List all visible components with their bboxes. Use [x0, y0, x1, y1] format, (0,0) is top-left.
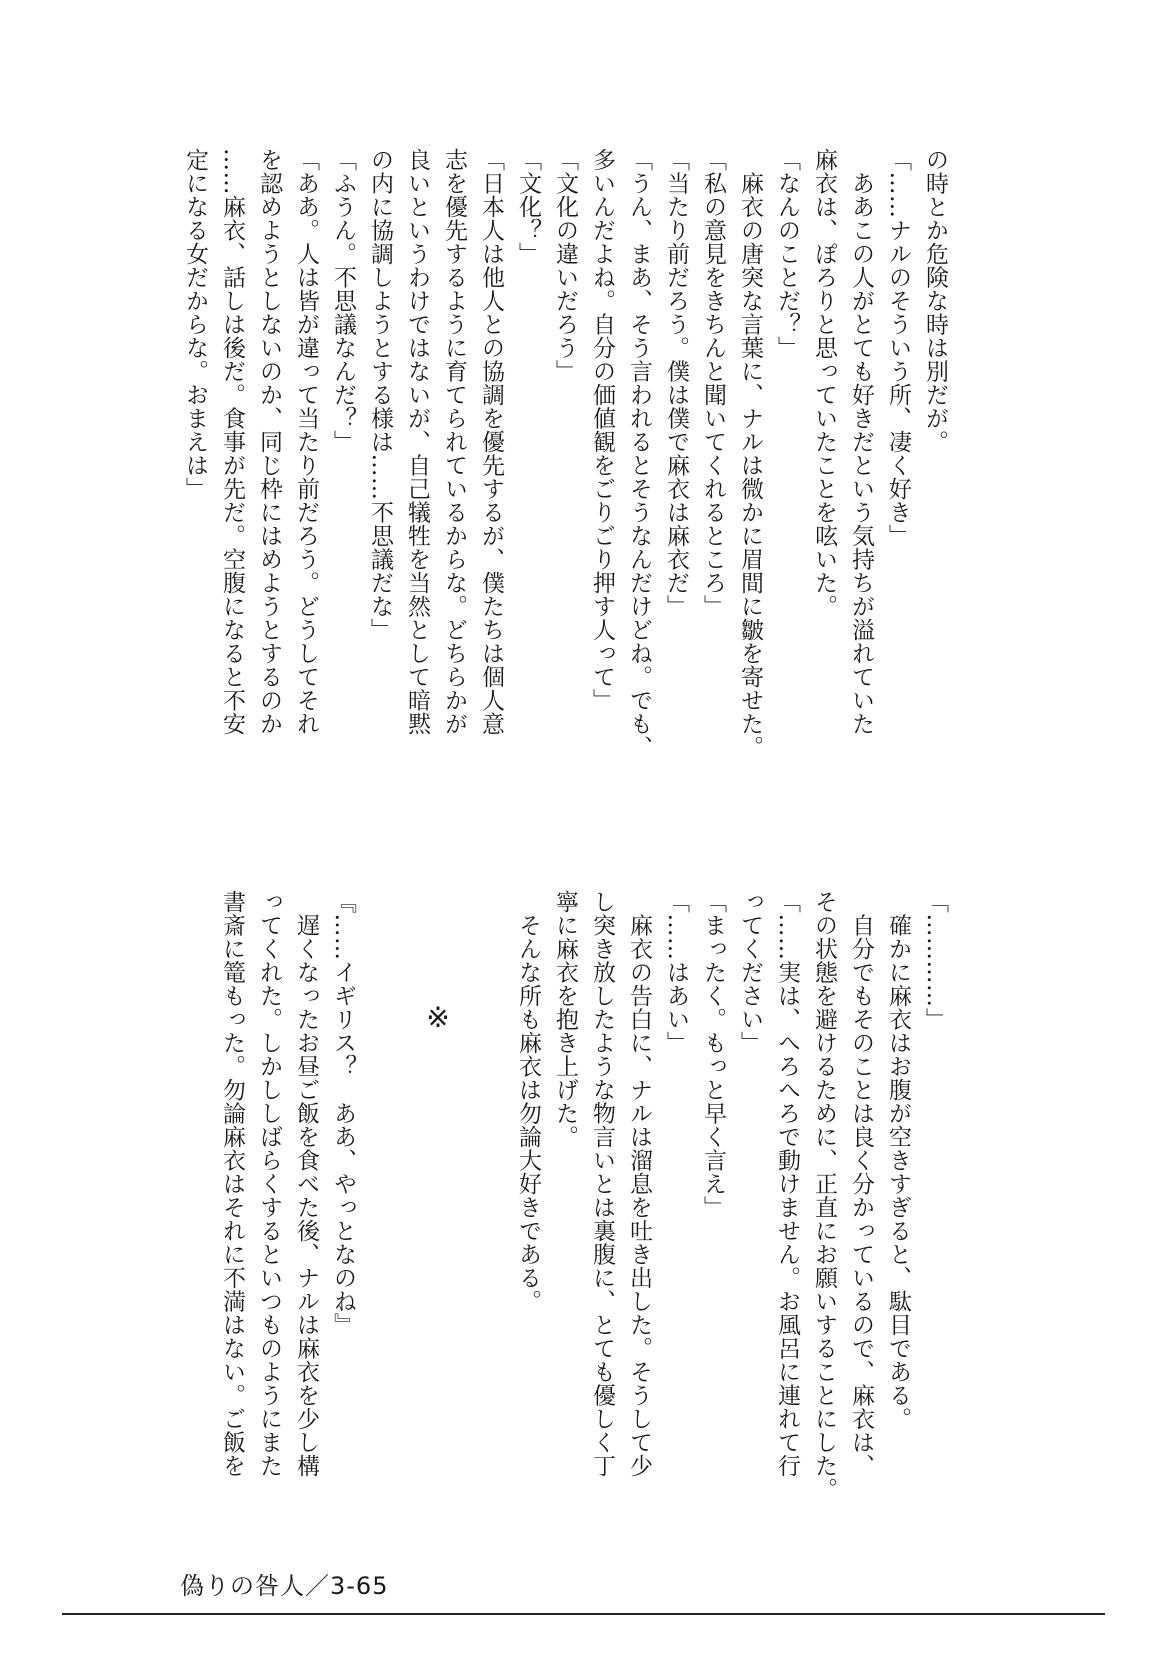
- text-column: 「なんのことだ？」: [774, 148, 800, 360]
- text-column: その状態を避けるために、正直にお願いすることにした。: [811, 890, 837, 1501]
- text-column: 「……はあい」: [663, 890, 689, 1055]
- text-column: 「……ナルのそういう所、凄く好き」: [885, 148, 911, 548]
- text-column: 麻衣は、ぽろりと思っていたことを呟いた。: [811, 148, 837, 618]
- text-column: 定になる女だからな。おまえは」: [182, 148, 208, 501]
- blank-column: [398, 890, 435, 1530]
- text-column: 「ああ。人は皆が違って当たり前だろう。どうしてそれ: [293, 148, 319, 736]
- footer-divider: [62, 1613, 1105, 1615]
- text-column: 「文化の違いだろう」: [552, 148, 578, 383]
- text-column: ……麻衣、話しは後だ。食事が先だ。空腹になると不安: [219, 148, 245, 736]
- text-column: し突き放したような物言いとは裏腹に、とても優しく丁: [589, 890, 615, 1478]
- text-column: ああこの人がとても好きだという気持ちが溢れていた: [848, 148, 874, 736]
- text-column: 「文化？」: [515, 148, 541, 266]
- blank-column: [435, 890, 472, 1530]
- top-text-section: [176, 148, 953, 788]
- text-column: 多いんだよね。自分の価値観をごりごり押す人って」: [589, 148, 615, 712]
- text-column: 確かに麻衣はお腹が空きすぎると、駄目である。: [885, 890, 911, 1431]
- blank-column: [361, 890, 398, 1530]
- text-column: 「私の意見をきちんと聞いてくれるところ」: [700, 148, 726, 618]
- text-column: 麻衣の告白に、ナルは溜息を吐き出した。そうして少: [626, 890, 652, 1478]
- blank-column: [472, 890, 509, 1530]
- text-column: 書斎に篭もった。勿論麻衣はそれに不満はない。ご飯を: [219, 890, 245, 1478]
- text-column: 「…………」: [922, 890, 948, 1031]
- text-column: 良いというわけではないが、自己犠牲を当然として暗黙: [404, 148, 430, 736]
- text-column: 「当たり前だろう。僕は僕で麻衣は麻衣だ」: [663, 148, 689, 618]
- text-column: ってください」: [737, 890, 763, 1055]
- text-column: 「うん、まあ、そう言われるとそうなんだけどね。でも、: [626, 148, 652, 759]
- text-column: の時とか危険な時は別だが。: [922, 148, 948, 454]
- text-column: 自分でもそのことは良く分かっているので、麻衣は、: [848, 890, 874, 1478]
- text-column: 遅くなったお昼ご飯を食べた後、ナルは麻衣を少し構: [293, 890, 319, 1478]
- footer-page-title: 偽りの咎人／3-65: [180, 1572, 389, 1600]
- text-column: 『……イギリス？ ああ、やっとなのね』: [330, 890, 356, 1337]
- text-column: 麻衣の唐突な言葉に、ナルは微かに眉間に皺を寄せた。: [737, 148, 763, 759]
- text-column: の内に協調しようとする様は……不思議だな」: [367, 148, 393, 642]
- text-column: 「まったく。もっと早く言え」: [700, 890, 726, 1219]
- text-column: ってくれた。しかししばらくするといつものようにまた: [256, 890, 282, 1478]
- text-column: 「……実は、へろへろで動けません。お風呂に連れて行: [774, 890, 800, 1478]
- text-column: 志を優先するように育てられているからな。どちらかが: [441, 148, 467, 736]
- text-column: 「日本人は他人との協調を優先するが、僕たちは個人意: [478, 148, 504, 736]
- text-column: 「ふうん。不思議なんだ？」: [330, 148, 356, 454]
- text-column: 寧に麻衣を抱き上げた。: [552, 890, 578, 1149]
- text-column: を認めようとしないのか、同じ枠にはめようとするのか: [256, 148, 282, 736]
- text-column: そんな所も麻衣は勿論大好きである。: [515, 890, 541, 1313]
- section-break-mark: ※: [426, 1001, 450, 1034]
- bottom-text-section: [213, 890, 953, 1530]
